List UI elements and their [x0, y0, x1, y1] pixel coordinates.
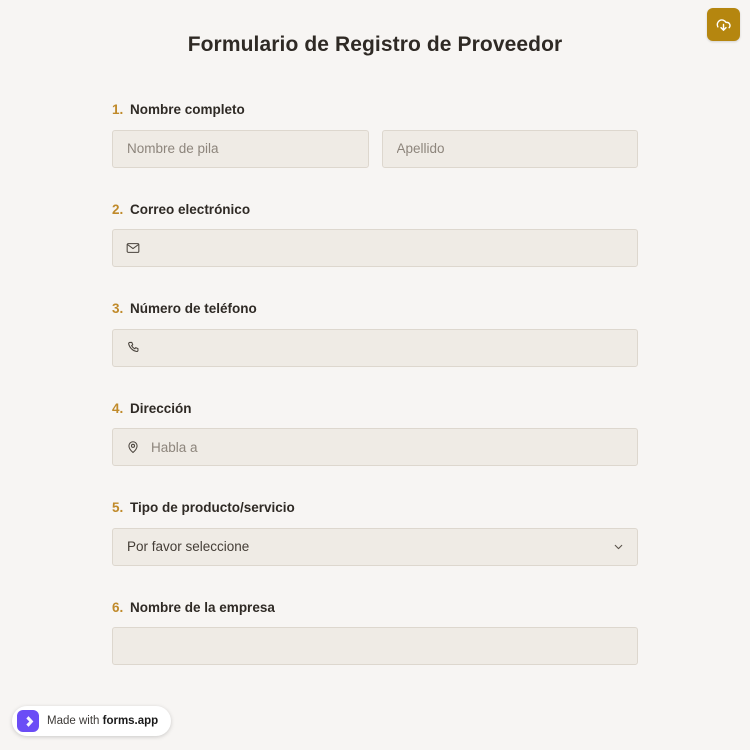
first-name-input[interactable]: [112, 130, 369, 168]
field-phone: [112, 300, 638, 367]
email-input[interactable]: [112, 229, 638, 267]
made-with-label: [47, 715, 158, 727]
field-label-text: Correo electrónico: [130, 201, 251, 217]
field-label-text: Número de teléfono: [130, 301, 257, 317]
save-form-button[interactable]: [707, 8, 740, 41]
field-number: 5.: [112, 500, 124, 516]
formsapp-logo-icon: [17, 710, 39, 732]
field-label-company-name: [112, 599, 638, 617]
made-with-badge[interactable]: [12, 706, 171, 736]
field-company-name: [112, 599, 638, 666]
form-fields: [112, 57, 638, 665]
field-address: [112, 400, 638, 467]
field-label-text: Nombre de la empresa: [130, 599, 275, 615]
field-email: [112, 201, 638, 268]
field-label-product-type: [112, 499, 638, 517]
download-cloud-icon: [715, 16, 732, 33]
field-label-phone: [112, 300, 638, 318]
field-number: 6.: [112, 599, 124, 615]
field-number: 3.: [112, 301, 124, 317]
field-label-text: Dirección: [130, 400, 192, 416]
last-name-input[interactable]: [382, 130, 639, 168]
field-product-type: [112, 499, 638, 566]
product-type-select[interactable]: [112, 528, 638, 566]
made-with-brand: forms.app: [102, 715, 159, 727]
field-label-email: [112, 201, 638, 219]
page-title: Formulario de Registro de Proveedor: [187, 33, 563, 56]
field-label-address: [112, 400, 638, 418]
field-label-text: Nombre completo: [130, 102, 245, 117]
field-label-text: Tipo de producto/servicio: [130, 500, 295, 516]
field-number: 4.: [112, 400, 124, 416]
made-with-prefix: Made with: [47, 715, 103, 727]
field-number: 2.: [112, 201, 124, 217]
field-label-full-name: [112, 101, 638, 119]
product-type-selected-value: Por favor seleccione: [127, 539, 250, 555]
phone-input[interactable]: [112, 329, 638, 367]
company-name-input[interactable]: [112, 627, 638, 665]
address-input[interactable]: [112, 428, 638, 466]
field-full-name: [112, 101, 638, 168]
field-number: 1.: [112, 102, 124, 117]
